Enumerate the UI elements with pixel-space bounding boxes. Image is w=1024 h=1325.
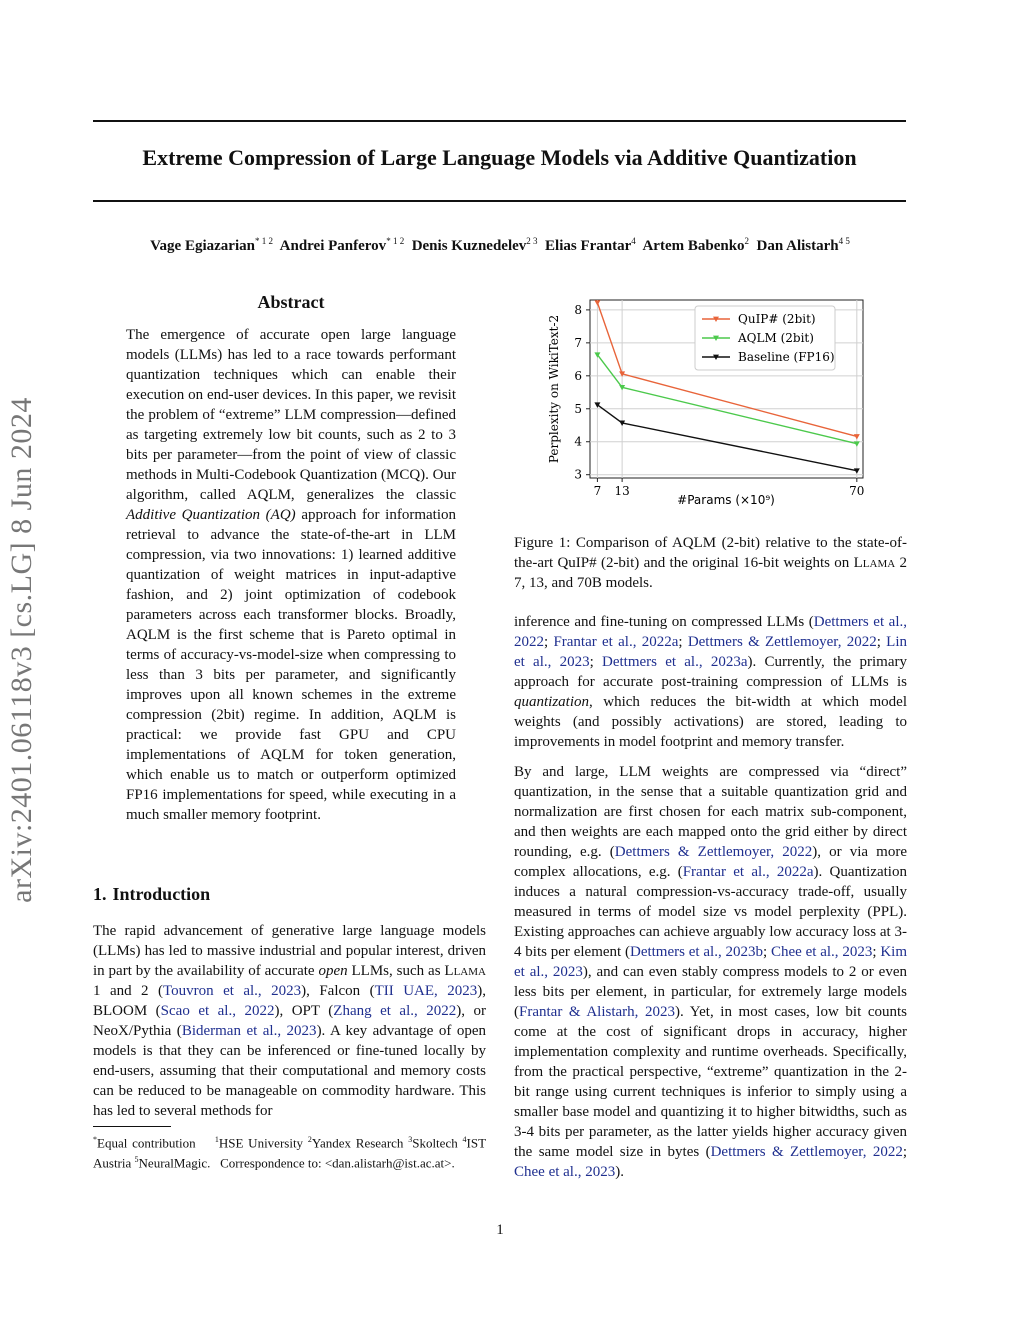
body-text: , which reduces the bit-width at which model weights (and possibly activations) are stored, leading to improvements in model footprint and memory transfer. <box>514 694 907 750</box>
title-bottom-rule <box>93 200 906 202</box>
body-text: inference and fine-tuning on compressed LLMs ( <box>514 614 814 630</box>
footnote-rule <box>93 1126 171 1127</box>
citation-link[interactable]: Lin et al., 2023 <box>514 634 907 670</box>
citation-link[interactable]: Chee et al., 2023 <box>770 944 873 960</box>
abstract-heading: Abstract <box>257 292 325 312</box>
footnote: *Equal contribution $^1$HSE University $^2$Yandex Research $^3$Skoltech $^4$IST Austria $^5$NeuralMagic. Correspondence to: <dan.alistarh@ist.ac.at>. <box>93 1135 487 1171</box>
caption-text: 2 7, 13, and 70B models. <box>514 555 908 591</box>
body-text: ), or NeoX/Pythia ( <box>93 1003 487 1039</box>
page-number: 1 <box>496 1222 504 1238</box>
citation-link[interactable]: Dettmers et al., 2023b <box>629 944 764 960</box>
separator: ; <box>872 944 881 960</box>
citation-link[interactable]: TII UAE, 2023 <box>374 983 478 999</box>
section-heading-introduction <box>93 884 210 905</box>
citation-link[interactable]: Scao et al., 2022 <box>160 1003 275 1019</box>
citation-link[interactable]: Kim et al., 2023 <box>514 944 907 980</box>
model-name: Llama <box>853 555 896 571</box>
footnote-text: Correspondence to: <box>220 1155 322 1171</box>
abstract-text: approach for information retrieval to advance the state-of-the-art in LLM compression, via two innovations: 1) learned additive quantization of weight matrices in input-adaptive fashion, and 2) joint optimization of codebook parameters across each transformer blocks. Broadly, AQLM is the first scheme that is Pareto optimal in terms of accuracy-vs-model-size when compressing to less than 3 bits per parameter, and significantly improves upon all known schemes in the extreme compression (2bit) regime. In addition, AQLM is practical: we provide fast GPU and CPU implementations of AQLM for token generation, which enable us to match or outperform optimized FP16 implementations for speed, while executing in a much smaller memory footprint. <box>126 507 456 823</box>
x-tick-label: 7 <box>593 484 602 498</box>
y-axis-ticks <box>574 303 590 482</box>
citation-link[interactable]: Dettmers & Zettlemoyer, 2022 <box>687 634 877 650</box>
legend-label: AQLM (2bit) <box>738 331 814 345</box>
citation-link[interactable]: Frantar et al., 2022a <box>682 864 814 880</box>
separator: ; <box>876 634 887 650</box>
author-name: Vage Egiazarian <box>150 238 255 254</box>
right-column-paragraph-2 <box>514 762 907 1182</box>
emphasis: quantization <box>514 694 590 710</box>
x-tick-label: 13 <box>614 484 630 498</box>
body-text: LLMs, such as <box>347 963 445 979</box>
citation-link[interactable]: Dettmers & Zettlemoyer, 2022 <box>614 844 813 860</box>
emphasis: open <box>318 963 348 979</box>
body-text: ), or via more complex allocations, e.g. ( <box>514 844 907 880</box>
y-axis-label: Perplexity on WikiText-2 <box>547 314 561 464</box>
body-text: ), OPT ( <box>274 1003 334 1019</box>
citation-link[interactable]: Frantar et al., 2022a <box>553 634 679 650</box>
body-text: ), Falcon ( <box>301 983 375 999</box>
y-tick-label: 5 <box>574 401 582 416</box>
chart-legend <box>695 306 835 370</box>
body-text: The rapid advancement of generative large language models (LLMs) has led to massive industrial and popular interest, driven in part by the availability of accurate <box>93 923 486 979</box>
section-title: Introduction <box>112 884 211 904</box>
footnote-email: <dan.alistarh@ist.ac.at>. <box>324 1155 455 1171</box>
figure-caption <box>514 533 907 593</box>
author-affiliation: 4 5 <box>838 236 850 246</box>
body-text: 1 and 2 ( <box>93 983 164 999</box>
citation-link[interactable]: Biderman et al., 2023 <box>181 1023 317 1039</box>
y-tick-label: 7 <box>574 335 582 350</box>
abstract-body <box>126 325 456 825</box>
legend-label: QuIP# (2bit) <box>738 312 816 326</box>
author-name: Elias Frantar <box>545 238 632 254</box>
separator: ; <box>589 654 603 670</box>
footnote-text: HSE University <box>218 1135 304 1151</box>
separator: ; <box>902 1144 907 1160</box>
body-text: ). Yet, in most cases, low bit counts come at the cost of significant drops in accuracy, higher implementation complexity and runtime overheads. Specifically, from the practical perspective, “extreme” quantization in the 2-bit range using current techniques is inferior to simply using a smaller base model and quantizing it to higher bitwidths, such as 3-4 bits per parameter, as the latter yields higher accuracy given the same model size in bytes ( <box>514 1004 907 1160</box>
legend-label: Baseline (FP16) <box>738 350 835 364</box>
author-affiliation: * 1 2 <box>254 236 273 246</box>
footnote-text: Skoltech <box>412 1135 458 1151</box>
body-text: ). Currently, the primary approach for accurate post-training compression of LLMs is <box>514 654 907 690</box>
separator: ; <box>678 634 688 650</box>
footnote-text: IST Austria <box>93 1135 487 1171</box>
author-affiliation: * 1 2 <box>386 236 405 246</box>
introduction-paragraph <box>93 921 486 1121</box>
citation-link[interactable]: Dettmers et al., 2022 <box>514 614 907 650</box>
body-text: ), BLOOM ( <box>93 983 486 1019</box>
abstract-text: The emergence of accurate open large language models (LLMs) has led to a race towards performant quantization techniques which can enable their execution on end-user devices. In this paper, we revisit the problem of “extreme” LLM compression—defined as targeting extremely low bit counts, such as 2 to 3 bits per parameter—from the point of view of classic methods in Multi-Codebook Quantization (MCQ). Our algorithm, called AQLM, generalizes the classic <box>126 327 456 503</box>
separator: ; <box>544 634 554 650</box>
body-text: ), and can even stably compress models to 2 or even less bits per element, in particular, for extremely large models ( <box>514 964 907 1020</box>
citation-link[interactable]: Chee et al., 2023 <box>514 1164 616 1180</box>
footnote-text: Yandex Research <box>311 1135 404 1151</box>
author-name: Andrei Panferov <box>279 238 387 254</box>
citation-link[interactable]: Zhang et al., 2022 <box>333 1003 457 1019</box>
model-name: Llama <box>444 963 486 979</box>
body-text: By and large, LLM weights are compressed via “direct” quantization, in the sense that a suitable quantization grid and normalization are first chosen for each matrix sub-component, and then weights are each mapped onto the grid either by direct rounding, e.g. ( <box>514 764 907 860</box>
y-tick-label: 6 <box>574 368 582 383</box>
arxiv-stamp: arXiv:2401.06118v3 [cs.LG] 8 Jun 2024 <box>5 397 38 903</box>
separator: ; <box>763 944 771 960</box>
body-text: ). A key advantage of open models is that they can be inferenced or fine-tuned locally by end-users, assuming that their computational and memory costs can be reduced to be manageable on commodity hardware. This has led to several methods for <box>93 1023 486 1119</box>
citation-link[interactable]: Touvron et al., 2023 <box>163 983 302 999</box>
title-top-rule <box>93 120 906 122</box>
author-name: Dan Alistarh <box>756 238 839 254</box>
body-text: ). Quantization induces a natural compression-vs-accuracy trade-off, usually measured in terms of model size vs model perplexity (PPL). Existing approaches can achieve arguably low accuracy loss at 3-4 bits per element ( <box>514 864 907 960</box>
y-tick-label: 4 <box>574 434 582 449</box>
y-tick-label: 3 <box>574 467 582 482</box>
body-text: ). <box>615 1164 624 1180</box>
caption-text: Figure 1: Comparison of AQLM (2-bit) relative to the state-of-the-art QuIP# (2-bit) and the original 16-bit weights on <box>514 535 907 571</box>
footnote-text: NeuralMagic. <box>138 1155 211 1171</box>
perplexity-chart <box>540 298 870 510</box>
x-tick-label: 70 <box>849 484 865 498</box>
author-affiliation: 2 3 <box>526 236 538 246</box>
author-name: Artem Babenko <box>642 238 745 254</box>
x-axis-label: #Params (×10⁹) <box>677 493 775 507</box>
citation-link[interactable]: Dettmers & Zettlemoyer, 2022 <box>710 1144 903 1160</box>
author-affiliation: 4 <box>631 236 636 246</box>
author-list <box>60 236 940 255</box>
paper-title: Extreme Compression of Large Language Models via Additive Quantization <box>142 145 857 170</box>
citation-link[interactable]: Frantar & Alistarh, 2023 <box>519 1004 676 1020</box>
footnote-text: Equal contribution <box>97 1135 196 1151</box>
citation-link[interactable]: Dettmers et al., 2023a <box>602 654 748 670</box>
author-affiliation: 2 <box>744 236 750 246</box>
abstract-emphasis: Additive Quantization (AQ) <box>126 507 296 523</box>
section-number: 1. <box>93 884 107 904</box>
y-tick-label: 8 <box>574 302 582 317</box>
author-name: Denis Kuznedelev <box>411 238 527 254</box>
right-column-paragraph-1 <box>514 612 907 752</box>
